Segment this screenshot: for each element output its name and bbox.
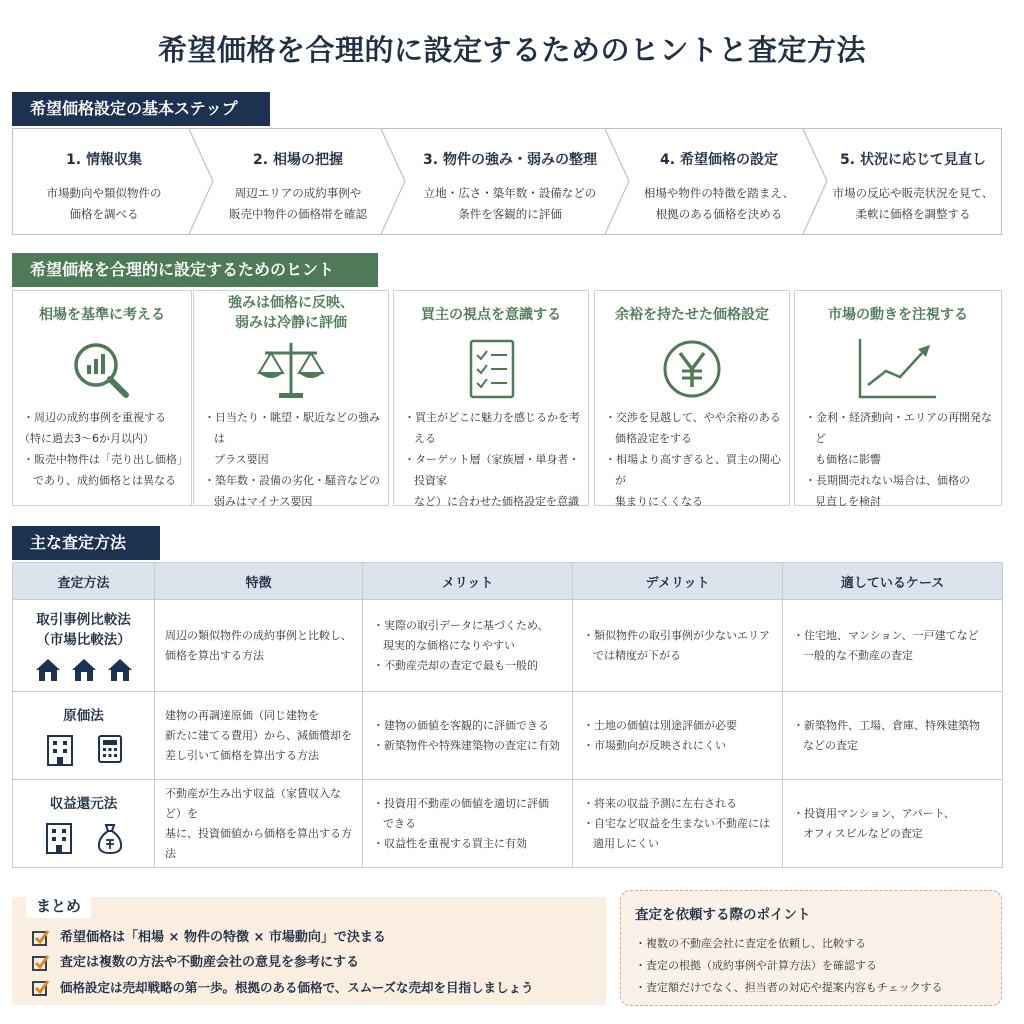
merit-item: ・実際の取引データに基づくため、 bbox=[373, 618, 549, 632]
tip-bullet: ・長期間売れない場合は、価格の bbox=[805, 474, 970, 487]
method-name: 収益還元法 bbox=[49, 795, 118, 812]
tip-bullet: ・販売中物件は「売り出し価格」 bbox=[23, 453, 188, 466]
calculator-icon bbox=[97, 734, 123, 764]
demerit-item: ・土地の価値は別途評価が必要 bbox=[583, 718, 737, 732]
step-title: 1. 情報収集 bbox=[66, 152, 142, 168]
tip-bullet: ・交渉を見越して、やや余裕のある bbox=[605, 411, 781, 424]
building-icon bbox=[45, 734, 75, 766]
summary-item bbox=[32, 925, 534, 950]
feature-text: 不動産が生み出す収益（家賃収入など）を bbox=[165, 786, 341, 820]
case-item: オフィスビルなどの査定 bbox=[803, 826, 923, 840]
tip-title: 相場を基準に考える bbox=[39, 307, 165, 323]
column-header: デメリット bbox=[573, 563, 783, 600]
steps-strip bbox=[12, 128, 1002, 235]
step-desc: 周辺エリアの成約事例や bbox=[234, 186, 362, 200]
step-desc: 市場の反応や販売状況を見て、 bbox=[832, 186, 994, 200]
point-item: ・査定の根拠（成約事例や計算方法）を確認する bbox=[635, 959, 877, 972]
tip-bullet: も価格に影響 bbox=[815, 453, 881, 466]
money-bag-icon bbox=[96, 822, 124, 854]
case-item: 一般的な不動産の査定 bbox=[803, 648, 913, 662]
merit-item: ・不動産売却の査定で最も一般的 bbox=[373, 658, 538, 672]
merit-item: ・投資用不動産の価値を適切に評価 bbox=[373, 796, 549, 810]
step-desc: 柔軟に価格を調整する bbox=[855, 207, 971, 221]
demerit-item: ・将来の収益予測に左右される bbox=[583, 796, 737, 810]
tip-bullet: であり、成約価格とは異なる bbox=[33, 474, 176, 487]
method-name: 原価法 bbox=[63, 707, 104, 724]
tip-title: 強みは価格に反映、 bbox=[228, 295, 354, 311]
tip-bullet: 弱みはマイナス要因 bbox=[214, 495, 313, 508]
summary-label: まとめ bbox=[26, 893, 91, 918]
table-row bbox=[13, 780, 1003, 868]
trend-chart-icon bbox=[856, 337, 940, 403]
summary-item bbox=[32, 950, 534, 975]
tip-bullet: など）に合わせた価格設定を意識 bbox=[414, 495, 579, 508]
case-item: ・投資用マンション、アパート、 bbox=[793, 806, 955, 820]
step-3 bbox=[399, 129, 621, 234]
tip-bullet: ・周辺の成約事例を重視する bbox=[23, 411, 166, 424]
magnifier-chart-icon bbox=[68, 337, 136, 403]
point-item: ・複数の不動産会社に査定を依頼し、比較する bbox=[635, 937, 866, 950]
step-2 bbox=[203, 129, 393, 234]
step-1 bbox=[13, 129, 195, 234]
demerit-item: ・市場動向が反映されにくい bbox=[583, 738, 726, 752]
feature-text: 周辺の類似物件の成約事例と比較し、 bbox=[165, 628, 352, 642]
tip-bullet: ・金利・経済動向・エリアの再開発など bbox=[805, 411, 992, 445]
case-item: などの査定 bbox=[803, 738, 858, 752]
summary-item bbox=[32, 975, 534, 1000]
summary-text: 査定は複数の方法や不動産会社の意見を参考にする bbox=[60, 955, 360, 970]
step-desc: 根拠のある価格を決める bbox=[655, 207, 783, 221]
merit-item: できる bbox=[383, 816, 416, 830]
feature-text: 新たに建てる費用）から、減価償却を bbox=[165, 728, 352, 742]
step-desc: 立地・広さ・築年数・設備などの bbox=[423, 186, 597, 200]
points-title: 査定を依頼する際のポイント bbox=[635, 907, 811, 923]
column-header: 査定方法 bbox=[13, 563, 155, 600]
tip-title: 市場の動きを注視する bbox=[828, 307, 968, 323]
feature-text: 基に、投資価値から価格を算出する方法 bbox=[165, 826, 352, 860]
tip-bullet: （特に過去3〜6か月以内） bbox=[19, 432, 154, 445]
step-title: 5. 状況に応じて見直し bbox=[840, 152, 986, 168]
tip-card-market bbox=[12, 290, 192, 506]
column-header: メリット bbox=[363, 563, 573, 600]
yen-icon bbox=[658, 337, 726, 403]
house-icon bbox=[107, 658, 133, 682]
checkbox-checked-icon bbox=[32, 929, 50, 947]
method-name-sub: （市場比較法） bbox=[36, 631, 131, 648]
appraisal-points-box bbox=[620, 890, 1002, 1006]
tip-bullet: ・買主がどこに魅力を感じるかを考える bbox=[404, 411, 580, 445]
demerit-item: ・類似物件の取引事例が少ないエリア bbox=[583, 628, 770, 642]
column-header: 特徴 bbox=[155, 563, 363, 600]
table-row bbox=[13, 692, 1003, 780]
step-desc: 販売中物件の価格帯を確認 bbox=[229, 207, 367, 221]
tip-bullet: 価格設定をする bbox=[615, 432, 692, 445]
tips-heading: 希望価格を合理的に設定するためのヒント bbox=[12, 253, 378, 287]
merit-item: ・建物の価値を客観的に評価できる bbox=[373, 718, 549, 732]
tip-bullet: ・築年数・設備の劣化・騒音などの bbox=[204, 474, 380, 487]
tip-card-margin bbox=[594, 290, 790, 506]
checkbox-checked-icon bbox=[32, 954, 50, 972]
summary-text: 希望価格は「相場 × 物件の特徴 × 市場動向」で決まる bbox=[60, 930, 386, 945]
tip-card-trend bbox=[794, 290, 1002, 506]
step-title: 2. 相場の把握 bbox=[253, 152, 343, 168]
feature-text: 差し引いて価格を算出する方法 bbox=[165, 748, 319, 762]
tip-bullet: ・ターゲット層（家族層・単身者・投資家 bbox=[404, 453, 580, 487]
step-title: 3. 物件の強み・弱みの整理 bbox=[423, 152, 597, 168]
methods-table bbox=[12, 562, 1003, 868]
tip-bullet: ・相場より高すぎると、買主の関心が bbox=[605, 453, 781, 487]
house-icon bbox=[35, 658, 61, 682]
feature-text: 価格を算出する方法 bbox=[165, 648, 264, 662]
step-5 bbox=[823, 129, 1003, 234]
demerit-item: ・自宅など収益を生まない不動産には bbox=[583, 816, 770, 830]
tip-card-strengths bbox=[193, 290, 389, 506]
house-icon bbox=[71, 658, 97, 682]
tip-bullet: プラス要因 bbox=[214, 453, 269, 466]
step-desc: 価格を調べる bbox=[69, 207, 139, 221]
tip-title: 弱みは冷静に評価 bbox=[235, 315, 347, 331]
point-item: ・査定額だけでなく、担当者の対応や提案内容もチェックする bbox=[635, 981, 943, 994]
checklist-icon bbox=[457, 337, 525, 403]
merit-item: ・新築物件や特殊建築物の査定に有効 bbox=[373, 738, 560, 752]
tip-title: 買主の視点を意識する bbox=[421, 307, 561, 323]
checkbox-checked-icon bbox=[32, 979, 50, 997]
step-title: 4. 希望価格の設定 bbox=[660, 152, 778, 168]
step-desc: 市場動向や類似物件の bbox=[46, 186, 162, 200]
merit-item: ・収益性を重視する買主に有効 bbox=[373, 836, 527, 850]
step-desc: 相場や物件の特徴を踏まえ、 bbox=[643, 186, 795, 200]
table-row bbox=[13, 600, 1003, 692]
building-icon bbox=[44, 822, 74, 854]
tip-title: 余裕を持たせた価格設定 bbox=[615, 307, 769, 323]
feature-text: 建物の再調達原価（同じ建物を bbox=[165, 708, 319, 722]
tip-card-buyer bbox=[393, 290, 589, 506]
tip-bullet: ・日当たり・眺望・駅近などの強みは bbox=[204, 411, 380, 445]
steps-heading: 希望価格設定の基本ステップ bbox=[12, 92, 270, 126]
summary-text: 価格設定は売却戦略の第一歩。根拠のある価格で、スムーズな売却を目指しましょう bbox=[60, 980, 534, 995]
step-desc: 条件を客観的に評価 bbox=[458, 207, 562, 221]
demerit-item: では精度が下がる bbox=[593, 648, 681, 662]
tip-bullet: 見直しを検討 bbox=[815, 495, 881, 508]
page-title: 希望価格を合理的に設定するためのヒントと査定方法 bbox=[157, 33, 866, 67]
demerit-item: 適用しにくい bbox=[593, 836, 659, 850]
methods-heading: 主な査定方法 bbox=[12, 526, 160, 560]
summary-box bbox=[12, 897, 606, 1005]
scale-icon bbox=[257, 337, 325, 403]
merit-item: 現実的な価格になりやすい bbox=[383, 638, 515, 652]
method-name: 取引事例比較法 bbox=[36, 611, 131, 628]
column-header: 適しているケース bbox=[783, 563, 1003, 600]
step-4 bbox=[621, 129, 817, 234]
table-header-row bbox=[13, 563, 1003, 600]
case-item: ・住宅地、マンション、一戸建てなど bbox=[793, 628, 979, 642]
case-item: ・新築物件、工場、倉庫、特殊建築物 bbox=[793, 718, 980, 732]
tip-bullet: 集まりにくくなる bbox=[615, 495, 703, 508]
